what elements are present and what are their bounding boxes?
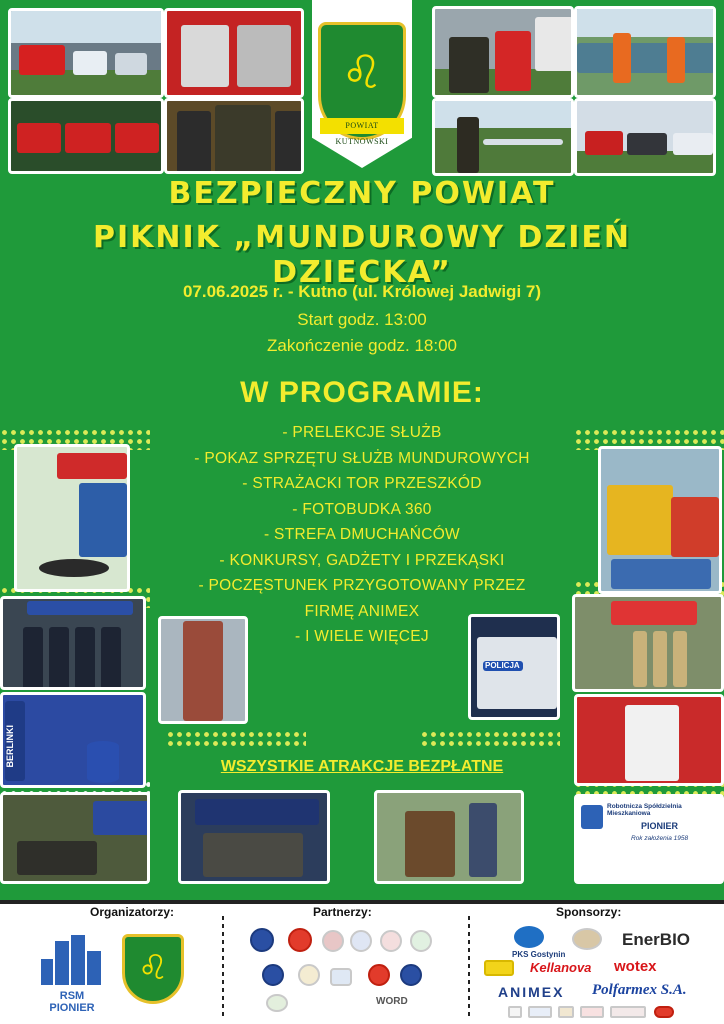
wotex-logo: wotex [614,958,657,975]
photo-police-car-text: POLICJA [485,661,520,670]
sponsor-logo-icon [610,1006,646,1018]
program-item: - STRAŻACKI TOR PRZESZKÓD [242,475,482,492]
photo-pionier-banner-text: Rok założenia 1958 [631,835,689,842]
kellanova-logo: Kellanova [530,960,592,975]
sponsor-logo-icon [654,1006,674,1018]
partner-logo-icon [380,930,402,952]
police-star-logo-icon [250,928,274,952]
title-line-1: BEZPIECZNY POWIAT [168,176,556,211]
program-item: - STREFA DMUCHAŃCÓW [263,526,460,543]
photo-military-display [0,792,150,884]
partner-logo-icon [298,964,320,986]
enerbio-logo: EnerBIO [622,930,691,949]
pks-gostynin-logo: PKS Gostynin [512,950,566,959]
photo-police-officers [0,596,146,690]
photo-tent-visitors [178,790,330,884]
divider [468,916,470,1016]
word-logo: WORD [376,996,408,1007]
fire-service-logo-icon [288,928,312,952]
organizers-label: Organizatorzy: [90,905,175,919]
photo-firefighters-uniforms [164,98,304,174]
photo-berlinki-stand-text: BERLINKI [5,725,15,768]
sponsor-logo-icon [528,1006,552,1018]
photo-water-rescue [574,6,716,98]
pks-logo-icon [514,926,544,948]
program-heading: W PROGRAMIE: [240,376,484,409]
polfarmex-logo: Polfarmex S.A. [592,982,687,998]
program-item: FIRMĘ ANIMEX [304,602,420,620]
lion-icon: ♌ [341,45,383,99]
sponsors-label: Sponsorzy: [556,905,622,919]
photo-emergency-vehicles [574,98,716,176]
free-attractions-note: WSZYSTKIE ATRAKCJE BEZPŁATNE [220,758,504,775]
partner-logo-icon [400,964,422,986]
photo-firefighters-van [432,6,574,98]
sponsor-logo-icon [572,928,602,950]
photo-fire-trucks-row [8,98,164,174]
partner-logo-icon [322,930,344,952]
program-item: - POKAZ SPRZĘTU SŁUŻB MUNDUROWYCH [194,449,530,467]
photo-fotobudka-360 [14,444,130,592]
program-item: - PRELEKCJE SŁUŻB [282,424,442,441]
photo-pionier-banner [574,794,724,884]
decorative-dots [420,730,560,748]
partner-logo-icon [410,930,432,952]
event-end-time: Zakończenie godz. 18:00 [267,336,457,355]
rsm-pionier-logo-icon [40,934,102,986]
sponsor-logo-icon [484,960,514,976]
partner-logo-icon [262,964,284,986]
title-line-2: PIKNIK „MUNDUROWY DZIEŃ DZIECKA” [93,220,631,290]
partner-logo-icon [330,968,352,986]
sponsor-logo-icon [580,1006,604,1018]
photo-pionier-banner-text: Robotnicza Spółdzielnia Mieszkaniowa [607,803,682,817]
photo-police-car [468,614,560,720]
program-item: - KONKURSY, GADŻETY I PRZEKĄSKI [219,551,505,569]
animex-logo: ANIMEX [498,984,565,1000]
program-item: - POCZĘSTUNEK PRZYGOTOWANY PRZEZ [198,577,526,594]
rsm-pionier-name: RSM PIONIER [49,990,95,1014]
sponsor-logo-icon [558,1006,574,1018]
photo-equipment-display [374,790,524,884]
sponsor-logo-icon [508,1006,522,1018]
divider [222,916,224,1016]
photo-fire-trucks-field [8,8,164,98]
photo-bounce-castles [598,446,722,594]
partners-label: Partnerzy: [313,905,372,919]
partner-logo-icon [350,930,372,952]
photo-fire-truck-equipment [164,8,304,98]
decorative-dots [166,730,306,748]
photo-pionier-banner-text: PIONIER [641,821,679,831]
crest-ribbon: POWIAT KUTNOWSKI [320,118,404,134]
county-crest-logo-icon: ♌ [122,934,184,1004]
program-item: - I WIELE WIĘCEJ [295,628,429,645]
partner-logo-icon [266,994,288,1012]
photo-soldiers-tent [572,594,724,692]
event-date-place: 07.06.2025 r. - Kutno (ul. Królowej Jadwigi 7) [182,282,542,301]
photo-climbing-tower [158,616,248,724]
partner-logo-icon [368,964,390,986]
event-start-time: Start godz. 13:00 [297,310,427,329]
photo-firefighters-hose [432,98,574,176]
program-item: - FOTOBUDKA 360 [292,500,432,518]
